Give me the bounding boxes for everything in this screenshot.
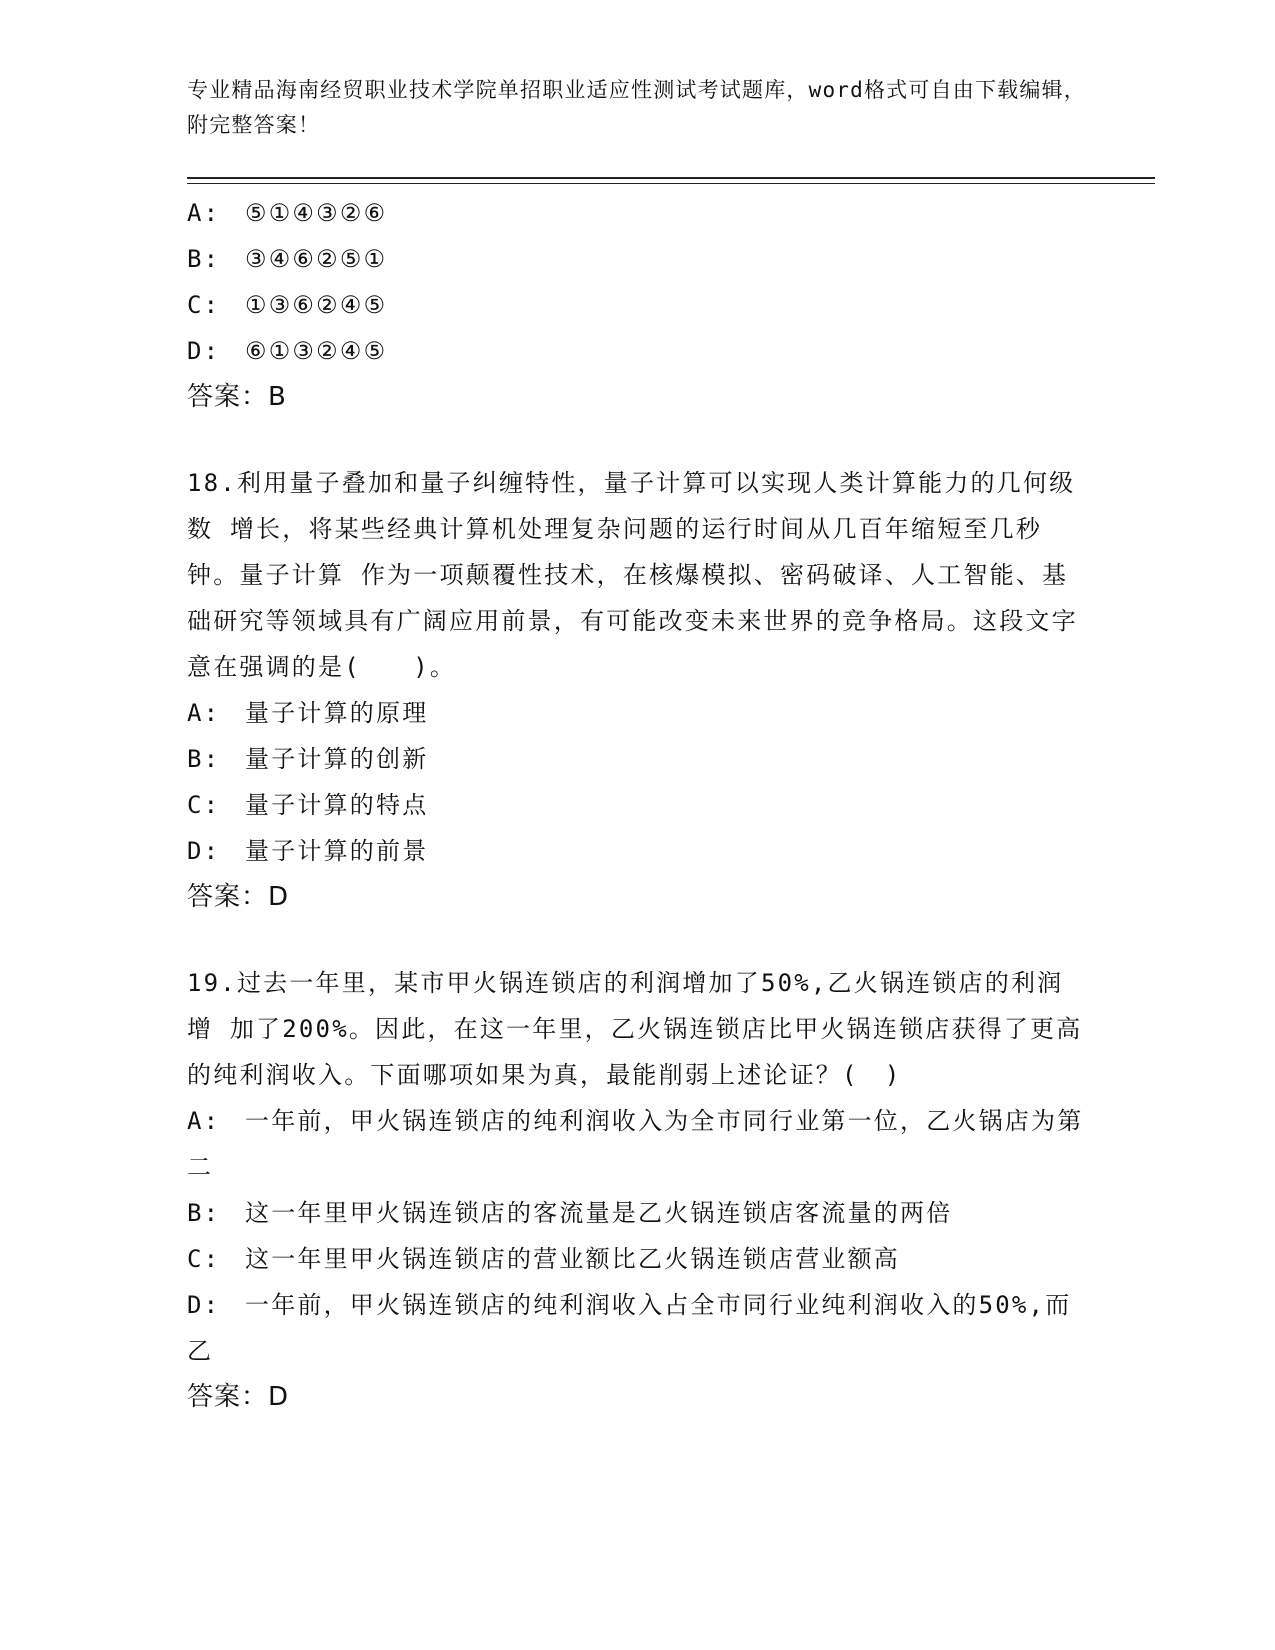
header-rule-thick (187, 177, 1155, 179)
question-17-options (187, 190, 1087, 420)
option-17-b (187, 236, 1087, 282)
spacer (187, 920, 1087, 960)
option-text: 这一年里甲火锅连锁店的客流量是乙火锅连锁店客流量的两倍 (245, 1199, 953, 1227)
option-key: C: (187, 791, 221, 819)
header-rule-thin (187, 183, 1155, 184)
option-19-d (187, 1282, 1087, 1374)
option-text: 这一年里甲火锅连锁店的营业额比乙火锅连锁店营业额高 (245, 1245, 900, 1273)
option-text: ①③⑥②④⑤ (245, 291, 388, 319)
spacer (187, 420, 1087, 460)
option-text: 量子计算的创新 (245, 745, 429, 773)
option-key: A: (187, 699, 221, 727)
option-text: ⑤①④③②⑥ (245, 199, 388, 227)
option-text: 量子计算的特点 (245, 791, 429, 819)
option-text: 量子计算的原理 (245, 699, 429, 727)
option-text: ③④⑥②⑤① (245, 245, 388, 273)
option-17-d (187, 328, 1087, 374)
question-19-stem: 19.过去一年里，某市甲火锅连锁店的利润增加了50%,乙火锅连锁店的利润增 加了200%。因此，在这一年里，乙火锅连锁店比甲火锅连锁店获得了更高的纯利润收入。下面哪项如果为真，最能削弱上述论证？( ) (187, 969, 1083, 1089)
option-key: D: (187, 337, 221, 365)
option-text: 量子计算的前景 (245, 837, 429, 865)
answer-19: 答案：D (187, 1382, 290, 1412)
option-17-a (187, 190, 1087, 236)
page-header: 专业精品海南经贸职业技术学院单招职业适应性测试考试题库，word格式可自由下载编辑，附完整答案！ (187, 78, 1086, 137)
option-key: B: (187, 1199, 221, 1227)
option-19-c (187, 1236, 1087, 1282)
question-18 (187, 460, 1087, 920)
option-19-b (187, 1190, 1087, 1236)
option-key: C: (187, 291, 221, 319)
option-text: 一年前，甲火锅连锁店的纯利润收入占全市同行业纯利润收入的50%,而乙 (187, 1291, 1072, 1365)
question-19 (187, 960, 1087, 1420)
question-content (187, 190, 1087, 1420)
option-18-a (187, 690, 1087, 736)
option-18-c (187, 782, 1087, 828)
option-key: D: (187, 837, 221, 865)
answer-18: 答案：D (187, 882, 290, 912)
option-19-a (187, 1098, 1087, 1190)
option-key: D: (187, 1291, 221, 1319)
option-key: B: (187, 745, 221, 773)
option-key: C: (187, 1245, 221, 1273)
option-17-c (187, 282, 1087, 328)
option-text: ⑥①③②④⑤ (245, 337, 388, 365)
question-18-stem: 18.利用量子叠加和量子纠缠特性，量子计算可以实现人类计算能力的几何级数 增长，将某些经典计算机处理复杂问题的运行时间从几百年缩短至几秒钟。量子计算 作为一项颠覆性技术，在核爆模拟、密码破译、人工智能、基础研究等领域具有广阔应用前景，有可能改变未来世界的竞争格局。这段文字意在强调的是( )。 (187, 469, 1078, 681)
option-text: 一年前，甲火锅连锁店的纯利润收入为全市同行业第一位，乙火锅店为第二 (187, 1107, 1084, 1181)
option-key: B: (187, 245, 221, 273)
option-18-d (187, 828, 1087, 874)
answer-17: 答案：B (187, 382, 287, 412)
option-key: A: (187, 1107, 221, 1135)
option-18-b (187, 736, 1087, 782)
option-key: A: (187, 199, 221, 227)
